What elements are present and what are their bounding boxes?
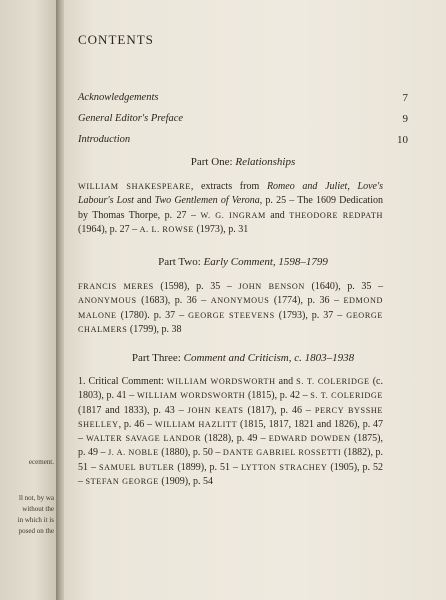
entry-text: (1799), p. 38 (127, 323, 182, 335)
part-three-heading (78, 352, 408, 364)
entry-text: (1817 and 1833), p. 43 – (78, 404, 188, 416)
author-name: GEORGE CHALMERS (78, 310, 383, 334)
entry-text: , p. 46 – (118, 418, 155, 430)
entry-text: (1828), p. 49 – (201, 433, 269, 445)
author-name: J. A. NOBLE (108, 448, 159, 458)
author-name: EDWARD DOWDEN (268, 434, 351, 444)
entry-text: (1683), p. 36 – (136, 295, 211, 307)
entry-text: (1875), p. 49 – (78, 433, 383, 459)
front-matter-page: 10 (397, 134, 408, 146)
front-matter-item (78, 134, 408, 155)
left-fragment: ecement. (28, 458, 54, 466)
left-fragment: in which it is (17, 516, 54, 524)
entry-text: (1815, 1817, 1821 and 1826), p. 47 – (78, 418, 384, 445)
entry-text: (1817), p. 46 – (243, 404, 315, 416)
author-name: SAMUEL BUTLER (98, 462, 175, 472)
author-name: WILLIAM HAZLITT (154, 419, 238, 429)
part-one-heading (78, 156, 408, 168)
entry-text: (1640), p. 35 – (304, 281, 383, 292)
front-matter-label: General Editor's Preface (78, 113, 184, 124)
author-name: DANTE GABRIEL ROSSETTI (222, 448, 342, 458)
contents-page (64, 0, 446, 600)
left-facing-page (0, 0, 58, 600)
entry-text: (1774), p. 36 – (269, 295, 344, 307)
entry-text: and (275, 376, 297, 387)
work-title: Romeo and Juliet (266, 181, 348, 192)
entry-text: (1964), p. 27 – (78, 223, 140, 235)
author-name: ANONYMOUS (210, 296, 270, 306)
entry-text: (1973), p. 31 (194, 223, 249, 235)
front-matter-page: 7 (402, 92, 408, 104)
author-name: WALTER SAVAGE LANDOR (86, 434, 202, 444)
author-name: S. T. COLERIDGE (296, 377, 370, 386)
entry-text: (1905), p. 52 – (78, 461, 383, 488)
author-name: S. T. COLERIDGE (310, 391, 383, 401)
part-one-entry (78, 180, 383, 237)
author-name: JOHN KEATS (187, 405, 244, 415)
part-two-heading (78, 256, 408, 268)
entry-text: (1880), p. 50 – (158, 447, 223, 459)
author-name: THEODORE REDPATH (289, 210, 383, 220)
page-title: CONTENTS (78, 32, 154, 47)
work-title: Love's Labour's Lost (78, 181, 384, 207)
author-name: GEORGE STEEVENS (188, 310, 275, 320)
part-one-title: Relationships (235, 156, 296, 168)
entry-text: , p. 25 – The 1609 Dedication by Thomas Thorpe, p. 27 – (78, 195, 383, 221)
front-matter-label: Introduction (78, 134, 131, 145)
author-name: WILLIAM WORDSWORTH (166, 377, 276, 386)
left-fragment: without the (22, 505, 54, 513)
front-matter-item (78, 92, 408, 113)
part-three-entry (78, 375, 383, 489)
entry-text: (1793), p. 37 – (274, 309, 347, 321)
entry-text: (1899), p. 51 – (174, 461, 241, 473)
part-two-prefix: Part Two: (158, 256, 201, 268)
entry-text: (1780). p. 37 – (116, 309, 189, 321)
author-name: LYTTON STRACHEY (240, 462, 328, 472)
part-three-prefix: Part Three: (131, 352, 181, 364)
entry-text: , extracts from (190, 181, 267, 192)
author-name: FRANCIS MERES (78, 282, 154, 291)
part-two-title: Early Comment, 1598–1799 (203, 256, 328, 268)
author-name: EDMOND MALONE (78, 296, 383, 320)
author-name: WILLIAM WORDSWORTH (136, 391, 246, 401)
author-name: WILLIAM SHAKESPEARE (78, 182, 191, 191)
left-fragment: posed on the (18, 527, 54, 535)
entry-text: (1882), p. 51 – (78, 447, 383, 473)
entry-text: 1. Critical Comment: (78, 376, 167, 387)
author-name: A. L. ROWSE (139, 224, 195, 234)
part-two-entry (78, 280, 383, 337)
left-fragment: ll not, by wa (19, 494, 54, 502)
part-three-title: Comment and Criticism, c. 1803–1938 (183, 352, 355, 364)
front-matter-item (78, 113, 408, 134)
entry-text: (1598), p. 35 – (153, 281, 239, 292)
entry-text: , (347, 181, 350, 192)
entry-text: (c. 1803), p. 41 – (78, 376, 383, 402)
entry-text: (1909), p. 54 (158, 476, 214, 488)
work-title: Two Gentlemen of Verona (154, 195, 260, 207)
author-name: STEFAN GEORGE (85, 477, 159, 487)
author-name: JOHN BENSON (238, 282, 305, 291)
part-one-prefix: Part One: (190, 156, 233, 168)
front-matter-label: Acknowledgements (78, 92, 159, 103)
front-matter-list (78, 92, 408, 155)
author-name: W. G. INGRAM (200, 210, 266, 220)
entry-text: and (265, 209, 290, 221)
entry-text: and (133, 195, 155, 207)
front-matter-page: 9 (402, 113, 408, 125)
author-name: PERCY BYSSHE SHELLEY (78, 405, 383, 429)
entry-text: (1815), p. 42 – (245, 390, 311, 402)
author-name: ANONYMOUS (78, 296, 137, 306)
